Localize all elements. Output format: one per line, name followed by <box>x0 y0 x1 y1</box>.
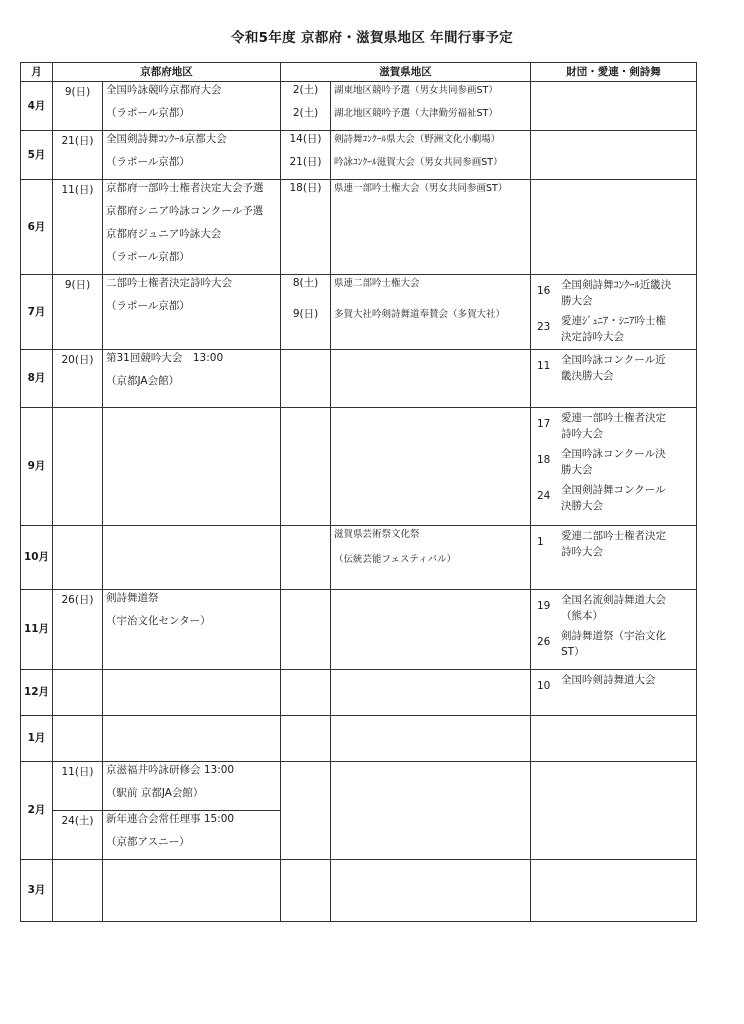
shiga-day-cell <box>281 860 331 922</box>
table-row <box>21 590 697 670</box>
kyoto-day-cell <box>53 860 103 922</box>
shiga-event-date <box>281 528 330 541</box>
national-event-date: 11 <box>537 360 551 372</box>
national-event <box>537 313 696 345</box>
shiga-event-text: 県連一部吟士権大会（男女共同参画ST） <box>334 183 508 194</box>
kyoto-event-line: 剣詩舞道祭 <box>106 592 159 604</box>
national-event-cell <box>531 82 697 131</box>
shiga-event-cell <box>331 590 531 670</box>
kyoto-event-date: 11(日) <box>61 184 94 196</box>
kyoto-event-line: （ラポール京都） <box>106 300 190 312</box>
kyoto-event-cell <box>103 716 281 762</box>
kyoto-event-cell <box>103 275 281 350</box>
month-cell: 10月 <box>21 526 53 590</box>
shiga-day-cell <box>281 131 331 180</box>
shiga-day-cell <box>281 180 331 275</box>
shiga-event-date: 18(日) <box>289 182 322 194</box>
national-event-line: 愛連二部吟士権者決定 <box>561 530 666 542</box>
month-cell: 9月 <box>21 408 53 526</box>
national-event-line: 勝大会 <box>561 295 593 307</box>
month-cell: 7月 <box>21 275 53 350</box>
kyoto-event-line: 京都府シニア吟詠コンクール予選 <box>106 205 264 217</box>
kyoto-event-line: 第31回競吟大会 13:00 <box>106 352 224 364</box>
kyoto-event-cell <box>103 180 281 275</box>
kyoto-event-date: 21(日) <box>61 135 94 147</box>
national-event-text <box>561 482 696 514</box>
national-event-line: 全国吟剣詩舞道大会 <box>561 674 656 686</box>
national-event-cell <box>531 762 697 860</box>
national-event <box>537 446 696 478</box>
kyoto-event-date: 11(日) <box>61 766 94 778</box>
national-event-date: 1 <box>537 536 544 548</box>
month-cell: 3月 <box>21 860 53 922</box>
kyoto-day-cell <box>53 762 103 811</box>
kyoto-day-cell <box>53 590 103 670</box>
national-event-cell <box>531 408 697 526</box>
national-event-line: 勝大会 <box>561 464 593 476</box>
kyoto-day-cell <box>53 131 103 180</box>
shiga-event-text: 吟詠ｺﾝｸｰﾙ滋賀大会（男女共同参画ST） <box>334 157 503 168</box>
shiga-day-cell <box>281 670 331 716</box>
header-month: 月 <box>21 63 53 82</box>
national-event-line: 全国吟詠コンクール決 <box>561 448 666 460</box>
month-cell: 11月 <box>21 590 53 670</box>
kyoto-event-date: 26(日) <box>61 594 94 606</box>
national-event-text <box>561 672 696 693</box>
header-shiga: 滋賀県地区 <box>281 63 531 82</box>
kyoto-day-cell <box>53 716 103 762</box>
shiga-event-cell <box>331 408 531 526</box>
kyoto-event-cell <box>103 350 281 408</box>
national-event-line: 全国剣詩舞コンクール <box>561 484 666 496</box>
month-cell: 12月 <box>21 670 53 716</box>
national-event <box>537 592 696 624</box>
table-row <box>21 716 697 762</box>
national-event-text <box>561 277 696 309</box>
table-row <box>21 670 697 716</box>
national-event-text <box>561 592 696 624</box>
national-event-cell <box>531 275 697 350</box>
shiga-event-text: 県連二部吟士権大会 <box>334 278 420 289</box>
kyoto-event-line: （京都JA会館） <box>106 375 180 387</box>
table-header-row <box>21 63 697 82</box>
kyoto-event-line: （京都アスニー） <box>106 836 190 848</box>
shiga-day-cell <box>281 526 331 590</box>
national-event-cell <box>531 860 697 922</box>
national-event-date: 26 <box>537 636 551 648</box>
national-event <box>537 277 696 309</box>
table-row <box>21 275 697 350</box>
national-event-date: 18 <box>537 454 551 466</box>
shiga-event-date: 9(日) <box>292 308 319 320</box>
header-kyoto: 京都府地区 <box>53 63 281 82</box>
kyoto-day-cell <box>53 275 103 350</box>
national-event <box>537 528 696 560</box>
kyoto-event-cell <box>103 590 281 670</box>
month-cell: 2月 <box>21 762 53 860</box>
table-row <box>21 82 697 131</box>
kyoto-event-cell <box>103 82 281 131</box>
kyoto-event-line: （ラポール京都） <box>106 251 190 263</box>
shiga-event-date: 14(日) <box>289 133 322 145</box>
kyoto-event-cell <box>103 526 281 590</box>
kyoto-event-line: 全国吟詠競吟京都府大会 <box>106 84 222 96</box>
national-event-line: 剣詩舞道祭（宇治文化 <box>561 630 666 642</box>
shiga-event-text: （伝統芸能フェスティバル） <box>334 554 457 565</box>
document-title: 令和5年度 京都府・滋賀県地区 年間行事予定 <box>231 30 513 46</box>
shiga-event-text: 剣詩舞ｺﾝｸｰﾙ県大会（野洲文化小劇場） <box>334 134 501 145</box>
national-event-cell <box>531 526 697 590</box>
national-event <box>537 628 696 660</box>
shiga-event-date: 2(土) <box>292 84 319 96</box>
shiga-day-cell <box>281 350 331 408</box>
national-event-cell <box>531 350 697 408</box>
table-row <box>21 408 697 526</box>
national-event-line: （熊本） <box>561 610 603 622</box>
shiga-event-date: 21(日) <box>289 156 322 168</box>
kyoto-day-cell <box>53 350 103 408</box>
table-row <box>21 762 697 811</box>
kyoto-event-line: （ラポール京都） <box>106 107 190 119</box>
kyoto-event-cell <box>103 811 281 860</box>
shiga-day-cell <box>281 275 331 350</box>
kyoto-event-line: （駅前 京都JA会館） <box>106 787 204 799</box>
month-cell: 4月 <box>21 82 53 131</box>
national-event <box>537 410 696 442</box>
national-event-line: 全国吟詠コンクール近 <box>561 354 666 366</box>
kyoto-event-line: 京都府ジュニア吟詠大会 <box>106 228 222 240</box>
national-event-line: 愛連ｼﾞｭﾆｱ・ｼﾆｱ吟士権 <box>561 315 666 327</box>
shiga-day-cell <box>281 82 331 131</box>
header-national: 財団・愛連・剣詩舞 <box>531 63 697 82</box>
kyoto-event-line: 二部吟士権者決定詩吟大会 <box>106 277 232 289</box>
kyoto-day-cell <box>53 526 103 590</box>
national-event-text <box>561 313 696 345</box>
national-event-line: 全国剣詩舞ｺﾝｸｰﾙ近畿決 <box>561 279 672 291</box>
shiga-day-cell <box>281 590 331 670</box>
shiga-event-text: 多賀大社吟剣詩舞道奉賛会（多賀大社） <box>334 309 506 320</box>
kyoto-event-cell <box>103 860 281 922</box>
kyoto-event-line: 新年連合会常任理事 15:00 <box>106 813 235 825</box>
shiga-day-cell <box>281 716 331 762</box>
national-event-cell <box>531 716 697 762</box>
national-event-text <box>561 410 696 442</box>
national-event-cell <box>531 131 697 180</box>
shiga-event-text: 湖北地区競吟予選（大津勤労福祉ST） <box>334 108 498 119</box>
table-row <box>21 131 697 180</box>
national-event-line: 詩吟大会 <box>561 546 603 558</box>
kyoto-event-date: 20(日) <box>61 354 94 366</box>
kyoto-event-line: 京滋福井吟詠研修会 13:00 <box>106 764 235 776</box>
national-event-text <box>561 352 696 384</box>
national-event-text <box>561 628 696 660</box>
shiga-day-cell <box>281 408 331 526</box>
kyoto-event-date: 9(日) <box>64 279 91 291</box>
shiga-event-cell <box>331 180 531 275</box>
national-event <box>537 352 696 384</box>
kyoto-event-cell <box>103 670 281 716</box>
table-row <box>21 180 697 275</box>
national-event-line: 全国名流剣詩舞道大会 <box>561 594 666 606</box>
shiga-event-text: 湖東地区競吟予選（男女共同参画ST） <box>334 85 498 96</box>
national-event-line: ST） <box>561 646 585 658</box>
national-event-date: 23 <box>537 321 551 333</box>
shiga-event-cell <box>331 762 531 860</box>
national-event-line: 愛連一部吟士権者決定 <box>561 412 666 424</box>
national-event-date: 24 <box>537 490 551 502</box>
kyoto-day-cell <box>53 408 103 526</box>
national-event-date: 17 <box>537 418 551 430</box>
schedule-table <box>20 62 697 922</box>
shiga-day-cell <box>281 762 331 860</box>
kyoto-day-cell <box>53 180 103 275</box>
kyoto-day-cell <box>53 670 103 716</box>
kyoto-event-cell <box>103 131 281 180</box>
kyoto-day-cell <box>53 82 103 131</box>
kyoto-event-cell <box>103 408 281 526</box>
month-cell: 1月 <box>21 716 53 762</box>
national-event-line: 詩吟大会 <box>561 428 603 440</box>
national-event-date: 19 <box>537 600 551 612</box>
month-cell: 5月 <box>21 131 53 180</box>
kyoto-event-cell <box>103 762 281 811</box>
kyoto-event-line: 全国剣詩舞ｺﾝｸｰﾙ京都大会 <box>106 133 227 145</box>
shiga-event-cell <box>331 275 531 350</box>
kyoto-event-line: （ラポール京都） <box>106 156 190 168</box>
national-event-text <box>561 446 696 478</box>
kyoto-day-cell <box>53 811 103 860</box>
table-row <box>21 860 697 922</box>
shiga-event-date: 2(土) <box>292 107 319 119</box>
shiga-event-cell <box>331 526 531 590</box>
kyoto-event-line: 京都府一部吟士権者決定大会予選 <box>106 182 264 194</box>
shiga-event-text: 滋賀県芸術祭文化祭 <box>334 529 420 540</box>
national-event-cell <box>531 590 697 670</box>
kyoto-event-date: 24(土) <box>61 815 94 827</box>
national-event <box>537 672 696 693</box>
table-row <box>21 350 697 408</box>
national-event-cell <box>531 180 697 275</box>
national-event-line: 決勝大会 <box>561 500 603 512</box>
national-event-line: 畿決勝大会 <box>561 370 614 382</box>
national-event <box>537 482 696 514</box>
national-event-line: 決定詩吟大会 <box>561 331 624 343</box>
national-event-date: 10 <box>537 680 551 692</box>
shiga-event-cell <box>331 716 531 762</box>
shiga-event-cell <box>331 131 531 180</box>
shiga-event-cell <box>331 350 531 408</box>
national-event-text <box>561 528 696 560</box>
shiga-event-cell <box>331 860 531 922</box>
kyoto-event-line: （宇治文化センター） <box>106 615 211 627</box>
shiga-event-cell <box>331 82 531 131</box>
month-cell: 8月 <box>21 350 53 408</box>
national-event-date: 16 <box>537 285 551 297</box>
shiga-event-cell <box>331 670 531 716</box>
national-event-cell <box>531 670 697 716</box>
kyoto-event-date: 9(日) <box>64 86 91 98</box>
shiga-event-date: 8(土) <box>292 277 319 289</box>
shiga-event-date <box>281 551 330 564</box>
month-cell: 6月 <box>21 180 53 275</box>
table-row <box>21 526 697 590</box>
